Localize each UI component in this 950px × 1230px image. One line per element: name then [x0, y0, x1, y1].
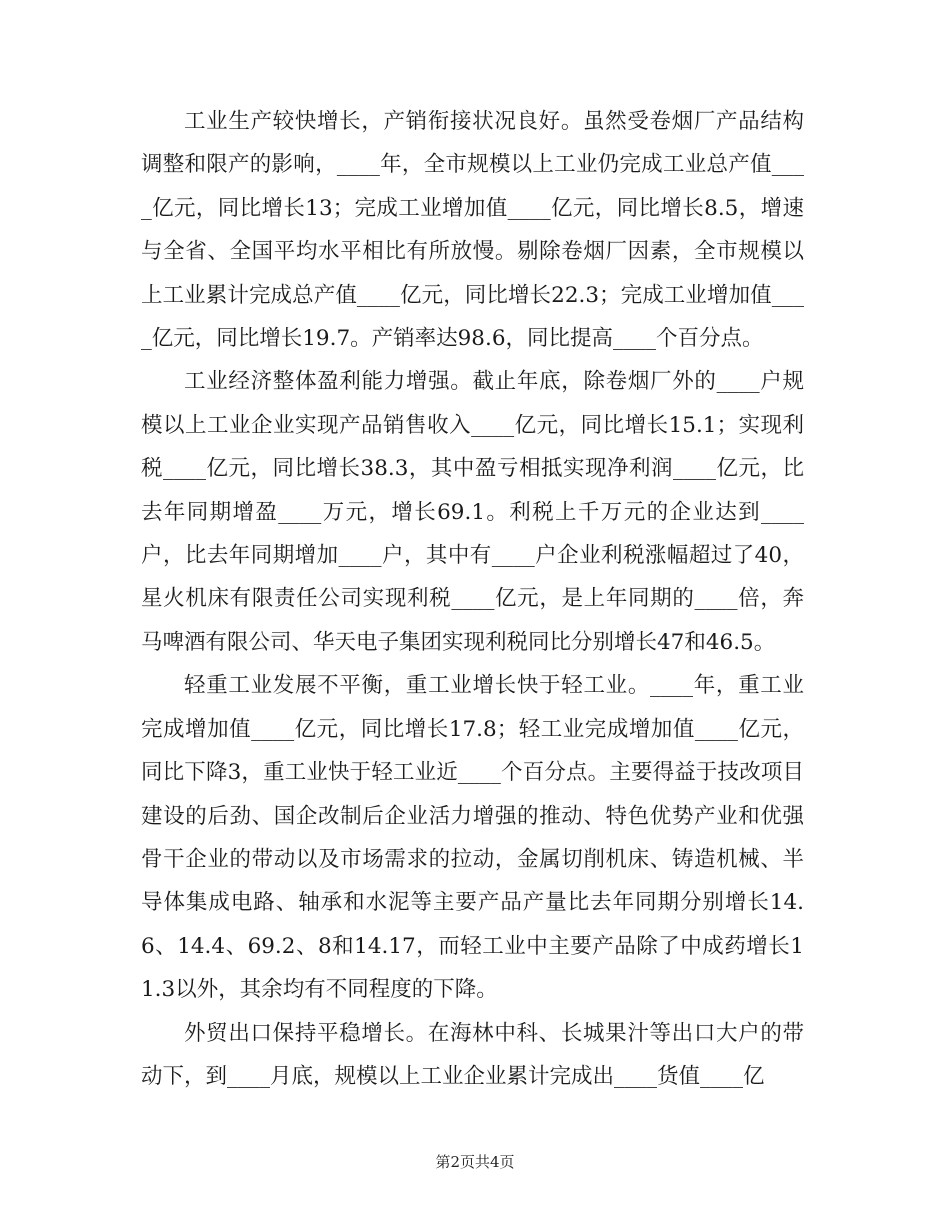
paragraph-heavy-light-industry: 轻重工业发展不平衡，重工业增长快于轻工业。____年，重工业完成增加值____亿元，同比增长17.8；轻工业完成增加值____亿元，同比下降3，重工业快于轻工业近____个百分点。主要得益于技改项目建设的后劲、国企改制后企业活力增强的推动、特色优势产业和优强骨干企业的带动以及市场需求的拉动，金属切削机床、铸造机械、半导体集成电路、轴承和水泥等主要产品产量比去年同期分别增长14.6、14.4、69.2、8和14.17，而轻工业中主要产品除了中成药增长11.3以外，其余均有不同程度的下降。 — [141, 673, 804, 1003]
document-body — [141, 100, 804, 1098]
page-number-footer: 第2页共4页 — [435, 1153, 515, 1171]
paragraph-industrial-production: 工业生产较快增长，产销衔接状况良好。虽然受卷烟厂产品结构调整和限产的影响，____年，全市规模以上工业仍完成工业总产值____亿元，同比增长13；完成工业增加值____亿元，同比增长8.5，增速与全省、全国平均水平相比有所放慢。剔除卷烟厂因素，全市规模以上工业累计完成总产值____亿元，同比增长22.3；完成工业增加值____亿元，同比增长19.7。产销率达98.6，同比提高____个百分点。 — [141, 109, 804, 352]
paragraph-profitability: 工业经济整体盈利能力增强。截止年底，除卷烟厂外的____户规模以上工业企业实现产品销售收入____亿元，同比增长15.1；实现利税____亿元，同比增长38.3，其中盈亏相抵实现净利润____亿元，比去年同期增盈____万元，增长69.1。利税上千万元的企业达到____户，比去年同期增加____户，其中有____户企业利税涨幅超过了40，星火机床有限责任公司实现利税____亿元，是上年同期的____倍，奔马啤酒有限公司、华天电子集团实现利税同比分别增长47和46.5。 — [141, 369, 804, 655]
paragraph-foreign-trade: 外贸出口保持平稳增长。在海林中科、长城果汁等出口大户的带动下，到____月底，规模以上工业企业累计完成出____货值____亿 — [141, 1020, 804, 1089]
